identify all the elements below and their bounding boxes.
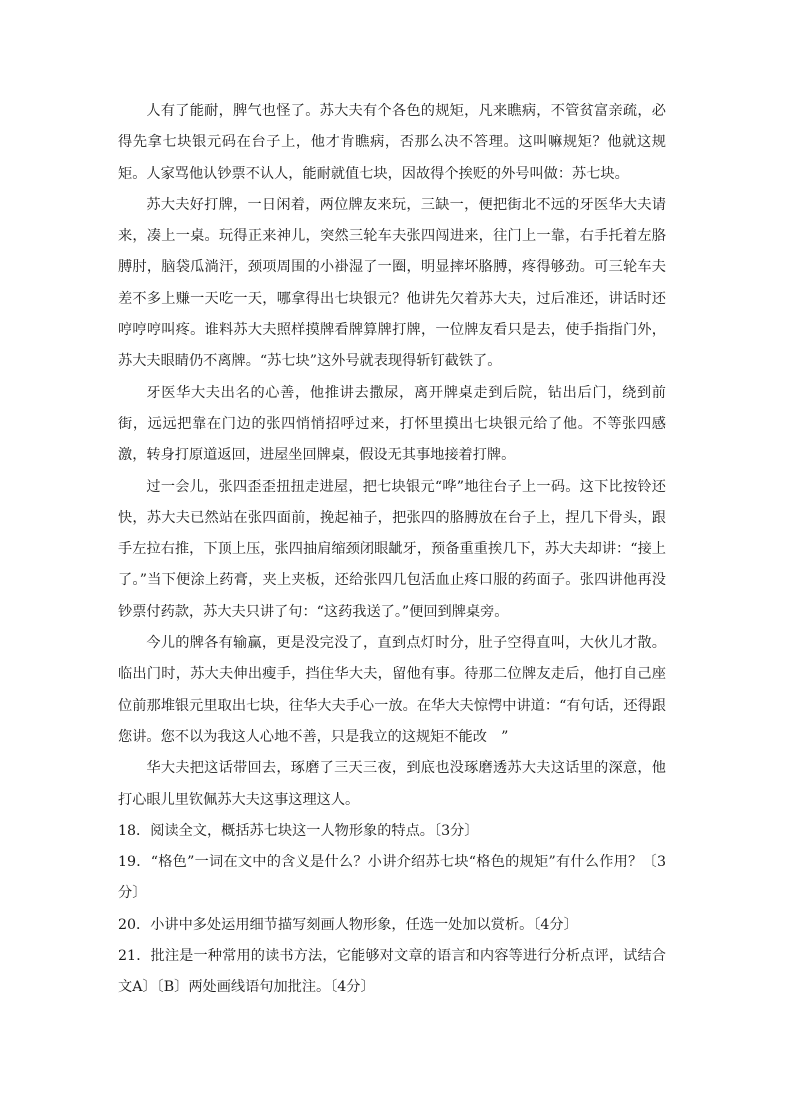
story-paragraph: 牙医华大夫出名的心善，他推讲去撒尿，离开牌桌走到后院，钻出后门，绕到前街，远远把靠在门边的张四悄悄招呼过来，打怀里摸出七块银元给了他。不等张四感激，转身打原道返回，进屋坐回牌桌，假设无其事地接着打牌。 xyxy=(118,384,666,464)
question-item: 19．“格色”一词在文中的含义是什么？小讲介绍苏七块“格色的规矩”有什么作用？〔3分〕 xyxy=(118,854,666,902)
question-item: 21．批注是一种常用的读书方法，它能够对文章的语言和内容等进行分析点评，试结合文A〕〔B〕两处画线语句加批注。〔4分〕 xyxy=(118,948,666,996)
document-page xyxy=(118,96,666,1004)
question-item: 20．小讲中多处运用细节描写刻画人物形象，任选一处加以赏析。〔4分〕 xyxy=(118,916,578,933)
question-item: 18．阅读全文，概括苏七块这一人物形象的特点。〔3分〕 xyxy=(118,822,479,839)
question-list xyxy=(118,816,666,1004)
story-paragraph: 今儿的牌各有输赢，更是没完没了，直到点灯时分，肚子空得直叫，大伙儿才散。临出门时，苏大夫伸出瘦手，挡住华大夫，留他有事。待那二位牌友走后，他打自己座位前那堆银元里取出七块，往华大夫手心一放。在华大夫惊愕中讲道：“有句话，还得跟您讲。您不以为我这人心地不善，只是我立的这规矩不能改 ” xyxy=(118,635,666,745)
story-paragraph: 人有了能耐，脾气也怪了。苏大夫有个各色的规矩，凡来瞧病，不管贫富亲疏，必得先拿七块银元码在台子上，他才肯瞧病，否那么决不答理。这叫嘛规矩？他就这规矩。人家骂他认钞票不认人，能耐就值七块，因故得个挨贬的外号叫做：苏七块。 xyxy=(118,103,666,182)
story-paragraph: 过一会儿，张四歪歪扭扭走进屋，把七块银元“哗”地往台子上一码。这下比按铃还快，苏大夫已然站在张四面前，挽起袖子，把张四的胳膊放在台子上，捏几下骨头，跟手左拉右推，下顶上压，张四抽肩缩颈闭眼龇牙，预备重重挨几下，苏大夫却讲：“接上了。”当下便涂上药膏，夹上夹板，还给张四几包活血止疼口服的药面子。张四讲他再没钞票付药款，苏大夫只讲了句：“这药我送了。”便回到牌桌旁。 xyxy=(118,478,666,620)
story-text xyxy=(118,96,666,816)
story-paragraph: 苏大夫好打牌，一日闲着，两位牌友来玩，三缺一，便把街北不远的牙医华大夫请来，凑上一桌。玩得正来神儿，突然三轮车夫张四闯进来，往门上一靠，右手托着左胳膊肘，脑袋瓜淌汗，颈项周围的小褂湿了一圈，明显摔坏胳膊，疼得够劲。可三轮车夫差不多上赚一天吃一天，哪拿得出七块银元？他讲先欠着苏大夫，过后准还，讲话时还哼哼哼叫疼。谁料苏大夫照样摸牌看牌算牌打牌，一位牌友看只是去，使手指指门外，苏大夫眼睛仍不离牌。“苏七块”这外号就表现得斩钉截铁了。 xyxy=(118,196,666,370)
story-paragraph: 华大夫把这话带回去，琢磨了三天三夜，到底也没琢磨透苏大夫这话里的深意，他打心眼儿里钦佩苏大夫这事这理这人。 xyxy=(118,760,666,808)
